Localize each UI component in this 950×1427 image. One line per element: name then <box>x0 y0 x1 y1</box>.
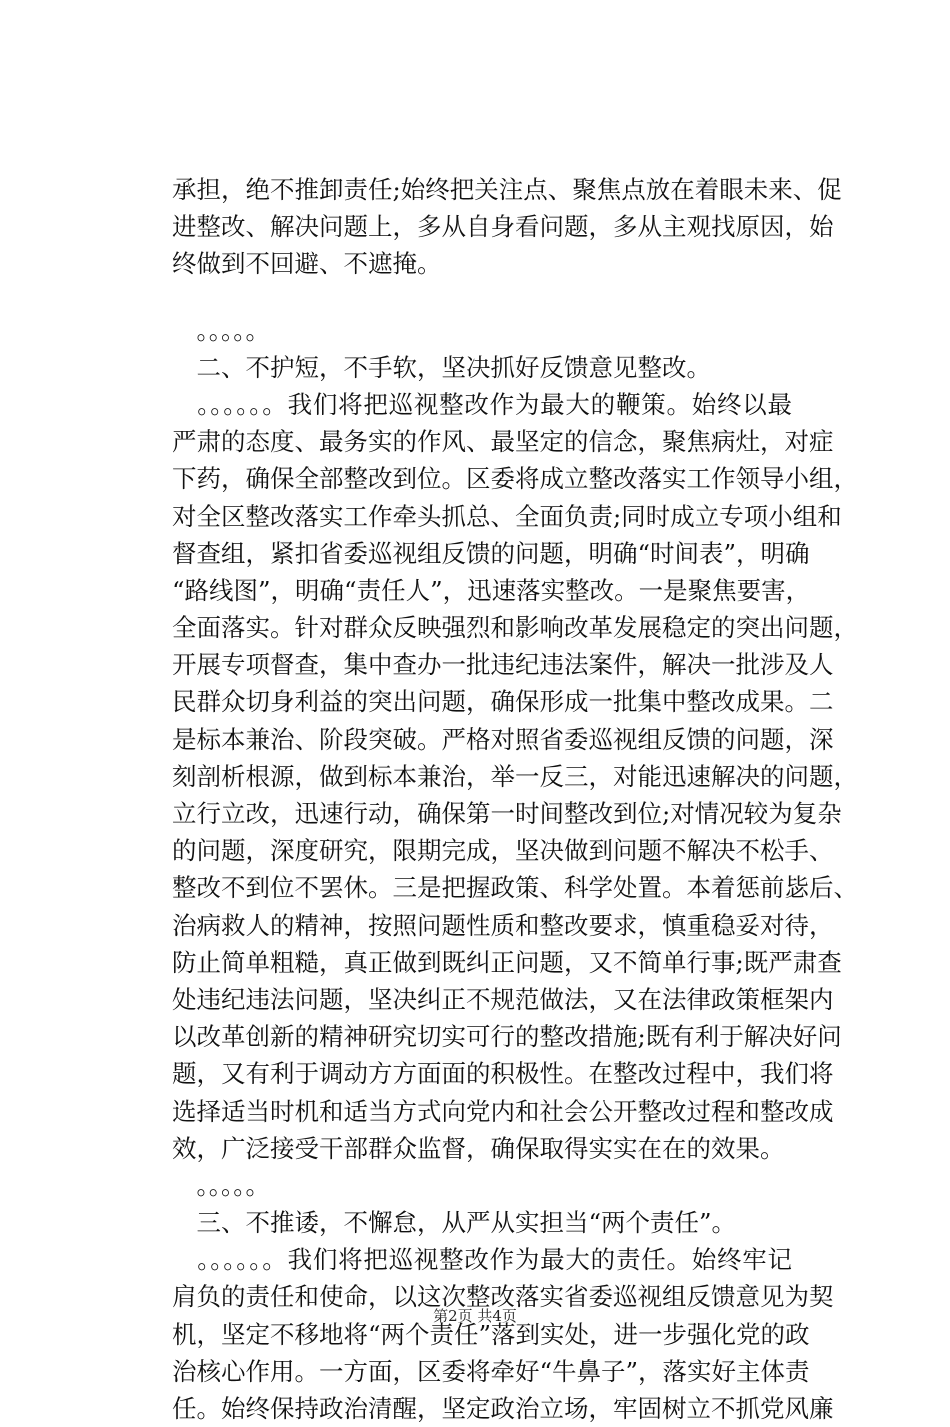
paragraph-gap <box>172 283 792 312</box>
text-line: 严肃的态度、最务实的作风、最坚定的信念，聚焦病灶，对症 <box>172 427 834 457</box>
page-number-footer: 第2页 共4页 <box>433 1307 517 1325</box>
text-line: 。。。。。。我们将把巡视整改作为最大的责任。始终牢记 <box>172 1245 792 1275</box>
text-line: 防止简单粗糙，真正做到既纠正问题，又不简单行事;既严肃查 <box>172 947 842 977</box>
text-line: 对全区整改落实工作牵头抓总、全面负责;同时成立专项小组和 <box>172 501 842 531</box>
text-line: 治核心作用。一方面，区委将牵好“牛鼻子”，落实好主体责 <box>172 1356 810 1386</box>
text-line: 承担，绝不推卸责任;始终把关注点、聚焦点放在着眼未来、促 <box>172 175 842 204</box>
text-line: 肩负的责任和使命，以这次整改落实省委巡视组反馈意见为契 <box>172 1282 834 1312</box>
text-line: 的问题，深度研究，限期完成，坚决做到问题不解决不松手、 <box>172 836 834 866</box>
text-line: 刻剖析根源，做到标本兼治，举一反三，对能迅速解决的问题， <box>172 761 858 791</box>
text-line: 开展专项督查，集中查办一批违纪违法案件，解决一批涉及人 <box>172 650 834 680</box>
text-line: 题，又有利于调动方方面面的积极性。在整改过程中，我们将 <box>172 1059 834 1089</box>
section-heading: 二、不护短，不手软，坚决抓好反馈意见整改。 <box>172 352 711 382</box>
text-line: 全面落实。针对群众反映强烈和影响改革发展稳定的突出问题， <box>172 613 858 643</box>
text-line: 。。。。。 <box>172 315 270 345</box>
text-line: 。。。。。 <box>172 1170 270 1200</box>
text-line: “路线图”，明确“责任人”，迅速落实整改。一是聚焦要害， <box>172 575 811 605</box>
text-line: 督查组，紧扣省委巡视组反馈的问题，明确“时间表”，明确 <box>172 538 810 568</box>
text-line: 机，坚定不移地将“两个责任”落到实处，进一步强化党的政 <box>172 1319 810 1349</box>
text-line: 选择适当时机和适当方式向党内和社会公开整改过程和整改成 <box>172 1096 834 1126</box>
text-line: 任。始终保持政治清醒，坚定政治立场，牢固树立不抓党风廉 <box>172 1394 834 1423</box>
text-line: 是标本兼治、阶段突破。严格对照省委巡视组反馈的问题，深 <box>172 724 834 754</box>
text-line: 。。。。。。我们将把巡视整改作为最大的鞭策。始终以最 <box>172 389 792 419</box>
text-line: 民群众切身利益的突出问题，确保形成一批集中整改成果。二 <box>172 687 834 717</box>
text-line: 进整改、解决问题上，多从自身看问题，多从主观找原因，始 <box>172 212 834 242</box>
text-line: 处违纪违法问题，坚决纠正不规范做法，又在法律政策框架内 <box>172 984 834 1014</box>
text-line: 治病救人的精神，按照问题性质和整改要求，慎重稳妥对待， <box>172 910 834 940</box>
document-body <box>172 171 858 1427</box>
text-line: 以改革创新的精神研究切实可行的整改措施;既有利于解决好问 <box>172 1022 842 1052</box>
text-line: 终做到不回避、不遮掩。 <box>172 249 442 279</box>
text-line: 效，广泛接受干部群众监督，确保取得实实在在的效果。 <box>172 1133 785 1163</box>
text-line: 下药，确保全部整改到位。区委将成立整改落实工作领导小组， <box>172 464 858 494</box>
text-line: 整改不到位不罢休。三是把握政策、科学处置。本着惩前毖后、 <box>172 873 858 903</box>
section-heading: 三、不推诿，不懈怠，从严从实担当“两个责任”。 <box>172 1208 737 1238</box>
text-line: 立行立改，迅速行动，确保第一时间整改到位;对情况较为复杂 <box>172 799 842 828</box>
